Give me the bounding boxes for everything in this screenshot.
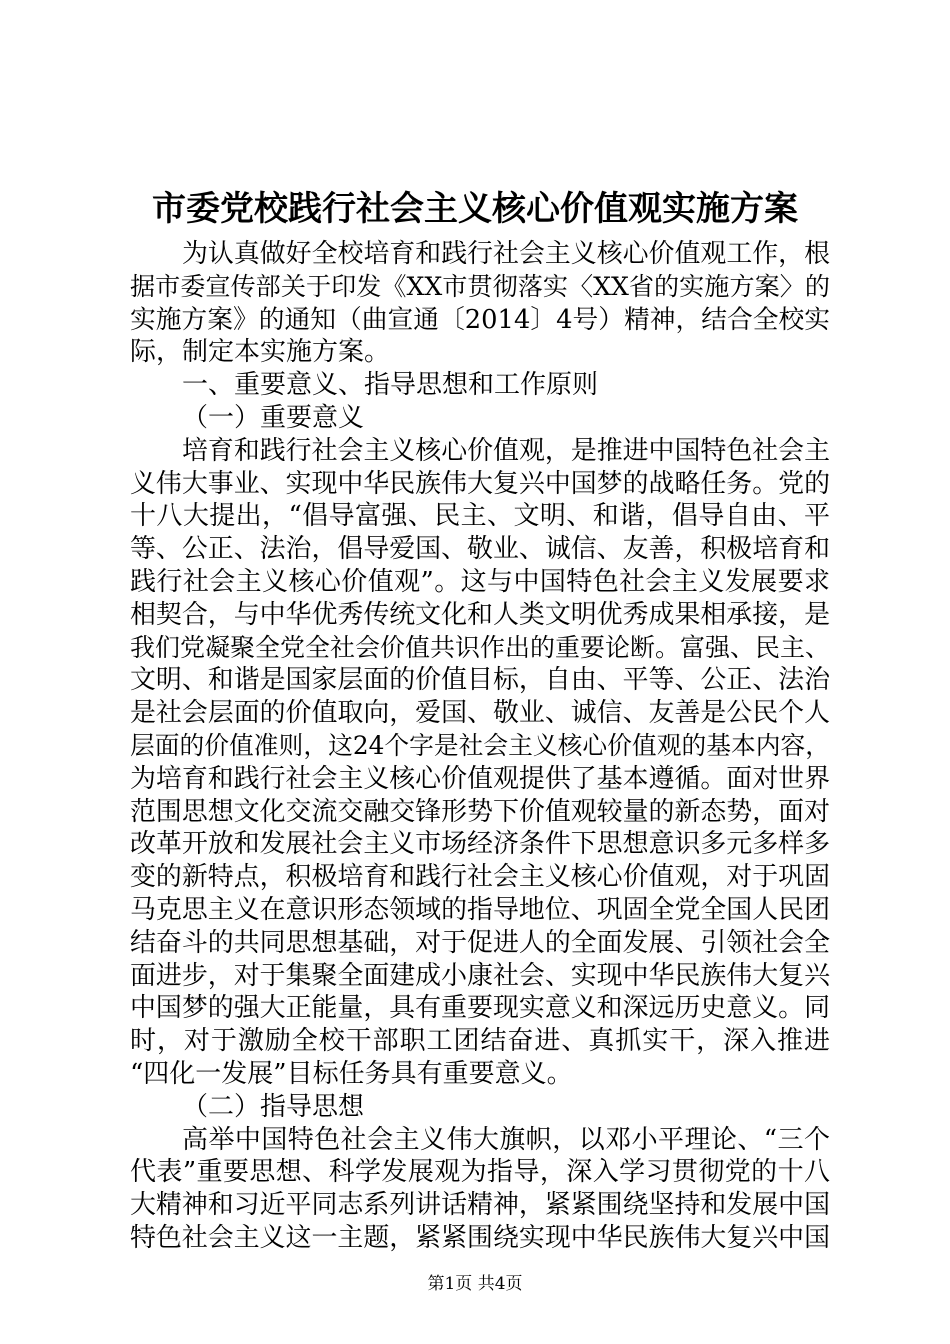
paragraph-line: 高举中国特色社会主义伟大旗帜，以邓小平理论、“三个 (182, 1124, 830, 1155)
paragraph-line: 时，对于激励全校干部职工团结奋进、真抓实干，深入推进 (130, 1026, 830, 1057)
paragraph-line: 相契合，与中华优秀传统文化和人类文明优秀成果相承接，是 (130, 599, 830, 630)
paragraph-line: 义伟大事业、实现中华民族伟大复兴中国梦的战略任务。党的 (130, 468, 830, 499)
paragraph-line: 范围思想文化交流交融交锋形势下价值观较量的新态势，面对 (130, 796, 830, 827)
document-title: 市委党校践行社会主义核心价值观实施方案 (152, 189, 798, 229)
paragraph-line: 际，制定本实施方案。 (130, 337, 391, 368)
paragraph-line: 是社会层面的价值取向，爱国、敬业、诚信、友善是公民个人 (130, 698, 830, 729)
paragraph-line: 马克思主义在意识形态领域的指导地位、巩固全党全国人民团 (130, 894, 830, 925)
paragraph-line: 为认真做好全校培育和践行社会主义核心价值观工作，根 (182, 239, 830, 269)
paragraph-line: 实施方案》的通知（曲宣通〔2014〕4号）精神，结合全校实 (130, 304, 830, 335)
paragraph-line: 改革开放和发展社会主义市场经济条件下思想意识多元多样多 (130, 829, 830, 860)
paragraph-line: 据市委宣传部关于印发《XX市贯彻落实〈XX省的实施方案〉的 (130, 271, 830, 301)
paragraph-line: 大精神和习近平同志系列讲话精神，紧紧围绕坚持和发展中国 (130, 1190, 830, 1221)
paragraph-line: 为培育和践行社会主义核心价值观提供了基本遵循。面对世界 (130, 763, 830, 794)
paragraph-line: 变的新特点，积极培育和践行社会主义核心价值观，对于巩固 (130, 862, 830, 893)
paragraph-line: 面进步，对于集聚全面建成小康社会、实现中华民族伟大复兴 (130, 960, 830, 991)
paragraph-line: 践行社会主义核心价值观”。这与中国特色社会主义发展要求 (130, 566, 830, 597)
paragraph-line: 我们党凝聚全党全社会价值共识作出的重要论断。富强、民主、 (130, 632, 831, 662)
subsection-heading: （一）重要意义 (182, 402, 365, 433)
paragraph-line: 结奋斗的共同思想基础，对于促进人的全面发展、引领社会全 (130, 927, 830, 958)
subsection-heading: （二）指导思想 (182, 1091, 365, 1122)
paragraph-line: 层面的价值准则，这24个字是社会主义核心价值观的基本内容， (130, 730, 830, 760)
document-body (130, 238, 830, 1255)
paragraph-line: 代表”重要思想、科学发展观为指导，深入学习贯彻党的十八 (130, 1157, 830, 1188)
paragraph-line: “四化一发展”目标任务具有重要意义。 (130, 1058, 573, 1089)
paragraph-line: 中国梦的强大正能量，具有重要现实意义和深远历史意义。同 (130, 993, 830, 1024)
section-heading: 一、重要意义、指导思想和工作原则 (182, 370, 599, 401)
page-number-footer: 第1页 共4页 (427, 1274, 523, 1294)
paragraph-line: 特色社会主义这一主题，紧紧围绕实现中华民族伟大复兴中国 (130, 1222, 830, 1253)
paragraph-line: 十八大提出，“倡导富强、民主、文明、和谐，倡导自由、平 (130, 501, 830, 532)
paragraph-line: 文明、和谐是国家层面的价值目标，自由、平等、公正、法治 (130, 665, 830, 696)
paragraph-line: 等、公正、法治，倡导爱国、敬业、诚信、友善，积极培育和 (130, 534, 830, 565)
paragraph-line: 培育和践行社会主义核心价值观，是推进中国特色社会主 (182, 435, 830, 466)
